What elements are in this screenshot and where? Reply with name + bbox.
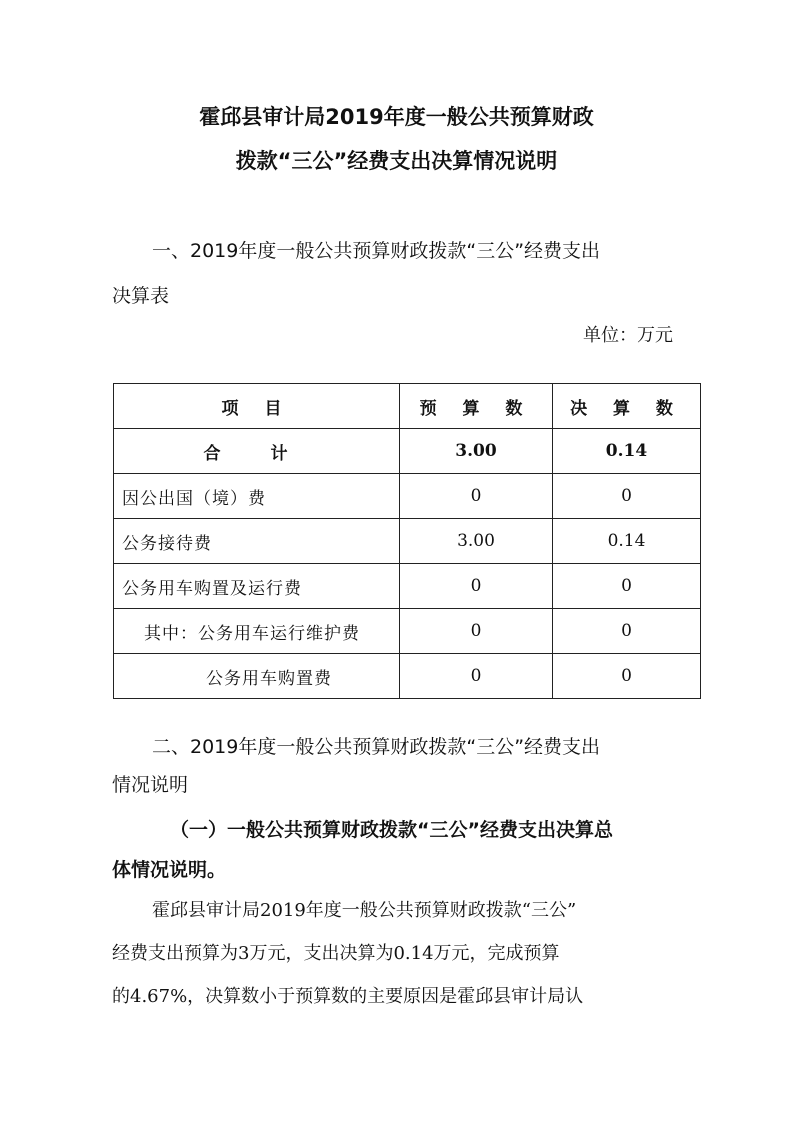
document-title-line-1: 霍邱县审计局2019年度一般公共预算财政 — [199, 105, 594, 129]
row-budget: 0 — [400, 564, 553, 609]
paragraph-line-3: 的4.67%，决算数小于预算数的主要原因是霍邱县审计局认 — [112, 986, 584, 1007]
header-budget: 预 算 数 — [400, 384, 553, 429]
row-label: 公务接待费 — [114, 519, 400, 564]
row-label: 其中：公务用车运行维护费 — [114, 609, 400, 654]
row-budget: 3.00 — [400, 519, 553, 564]
document-title-line-2: 拨款“三公”经费支出决算情况说明 — [235, 149, 558, 173]
total-label: 合 计 — [114, 429, 400, 474]
table-header-row — [114, 384, 701, 429]
row-label: 公务用车购置及运行费 — [114, 564, 400, 609]
total-final: 0.14 — [553, 429, 701, 474]
row-label: 因公出国（境）费 — [114, 474, 400, 519]
table-row — [114, 519, 701, 564]
row-final: 0 — [553, 654, 701, 699]
row-budget: 0 — [400, 609, 553, 654]
row-final: 0 — [553, 609, 701, 654]
total-budget: 3.00 — [400, 429, 553, 474]
table-total-row — [114, 429, 701, 474]
table-row — [114, 474, 701, 519]
row-final: 0.14 — [553, 519, 701, 564]
header-item: 项 目 — [114, 384, 400, 429]
row-budget: 0 — [400, 654, 553, 699]
row-label: 公务用车购置费 — [114, 654, 400, 699]
three-public-expenses-table — [113, 383, 701, 699]
header-final: 决 算 数 — [553, 384, 701, 429]
subsection-1-heading: （一）一般公共预算财政拨款“三公”经费支出决算总 — [170, 819, 613, 841]
table-row — [114, 654, 701, 699]
table-row — [114, 564, 701, 609]
paragraph-line-1: 霍邱县审计局2019年度一般公共预算财政拨款“三公” — [152, 900, 577, 921]
row-budget: 0 — [400, 474, 553, 519]
section-1-heading-continued: 决算表 — [112, 285, 170, 307]
section-1-heading: 一、2019年度一般公共预算财政拨款“三公”经费支出 — [152, 240, 601, 262]
paragraph-line-2: 经费支出预算为3万元，支出决算为0.14万元，完成预算 — [112, 943, 560, 964]
row-final: 0 — [553, 474, 701, 519]
row-final: 0 — [553, 564, 701, 609]
table-row — [114, 609, 701, 654]
unit-label: 单位：万元 — [583, 325, 673, 346]
section-2-heading-continued: 情况说明 — [112, 774, 189, 796]
section-2-heading: 二、2019年度一般公共预算财政拨款“三公”经费支出 — [152, 736, 601, 758]
subsection-1-heading-continued: 体情况说明。 — [112, 859, 227, 881]
